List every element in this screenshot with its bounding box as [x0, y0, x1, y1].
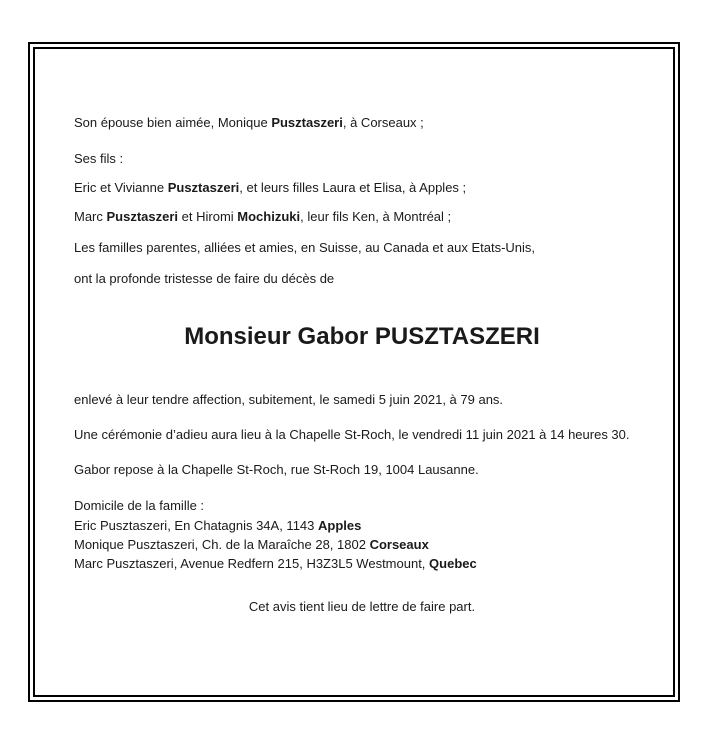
spouse-line [74, 114, 424, 131]
son1-suffix: , et leurs filles Laura et Elisa, à Apples ; [239, 180, 467, 195]
address-line-3 [74, 555, 477, 572]
spouse-suffix: , à Corseaux ; [342, 115, 424, 130]
sons-heading: Ses fils : [74, 151, 124, 166]
spouse-prefix: Son épouse bien aimée, Monique [74, 115, 272, 130]
passing-line: enlevé à leur tendre affection, subitement, le samedi 5 juin 2021, à 79 ans. [74, 392, 504, 407]
address-2-text: Monique Pusztaszeri, Ch. de la Maraîche 28, 1802 [74, 537, 370, 552]
address-line-1 [74, 517, 361, 534]
address-line-2 [74, 536, 429, 553]
son1-line [74, 179, 466, 196]
spouse-surname: Pusztaszeri [271, 115, 343, 130]
resting-line: Gabor repose à la Chapelle St-Roch, rue St-Roch 19, 1004 Lausanne. [74, 462, 479, 477]
son2-surname2: Mochizuki [237, 209, 301, 224]
address-3-city: Quebec [429, 556, 477, 571]
ceremony-line: Une cérémonie d’adieu aura lieu à la Chapelle St-Roch, le vendredi 11 juin 2021 à 14 heures 30. [74, 427, 630, 442]
families-line: Les familles parentes, alliées et amies, en Suisse, au Canada et aux Etats-Unis, [74, 240, 536, 255]
sorrow-line: ont la profonde tristesse de faire du décès de [74, 271, 335, 286]
domicile-heading: Domicile de la famille : [74, 498, 205, 513]
deceased-name: Monsieur Gabor PUSZTASZERI [184, 323, 540, 350]
son2-middle: et Hiromi [178, 209, 238, 224]
son2-surname: Pusztaszeri [106, 209, 179, 224]
son2-line [74, 208, 451, 225]
closing-line: Cet avis tient lieu de lettre de faire part. [248, 599, 476, 614]
son1-prefix: Eric et Vivianne [74, 180, 168, 195]
son1-surname: Pusztaszeri [167, 180, 240, 195]
address-2-city: Corseaux [369, 537, 429, 552]
address-3-text: Marc Pusztaszeri, Avenue Redfern 215, H3Z3L5 Westmount, [74, 556, 430, 571]
son2-suffix: , leur fils Ken, à Montréal ; [300, 209, 452, 224]
son2-prefix: Marc [74, 209, 107, 224]
address-1-text: Eric Pusztaszeri, En Chatagnis 34A, 1143 [74, 518, 318, 533]
address-1-city: Apples [318, 518, 362, 533]
